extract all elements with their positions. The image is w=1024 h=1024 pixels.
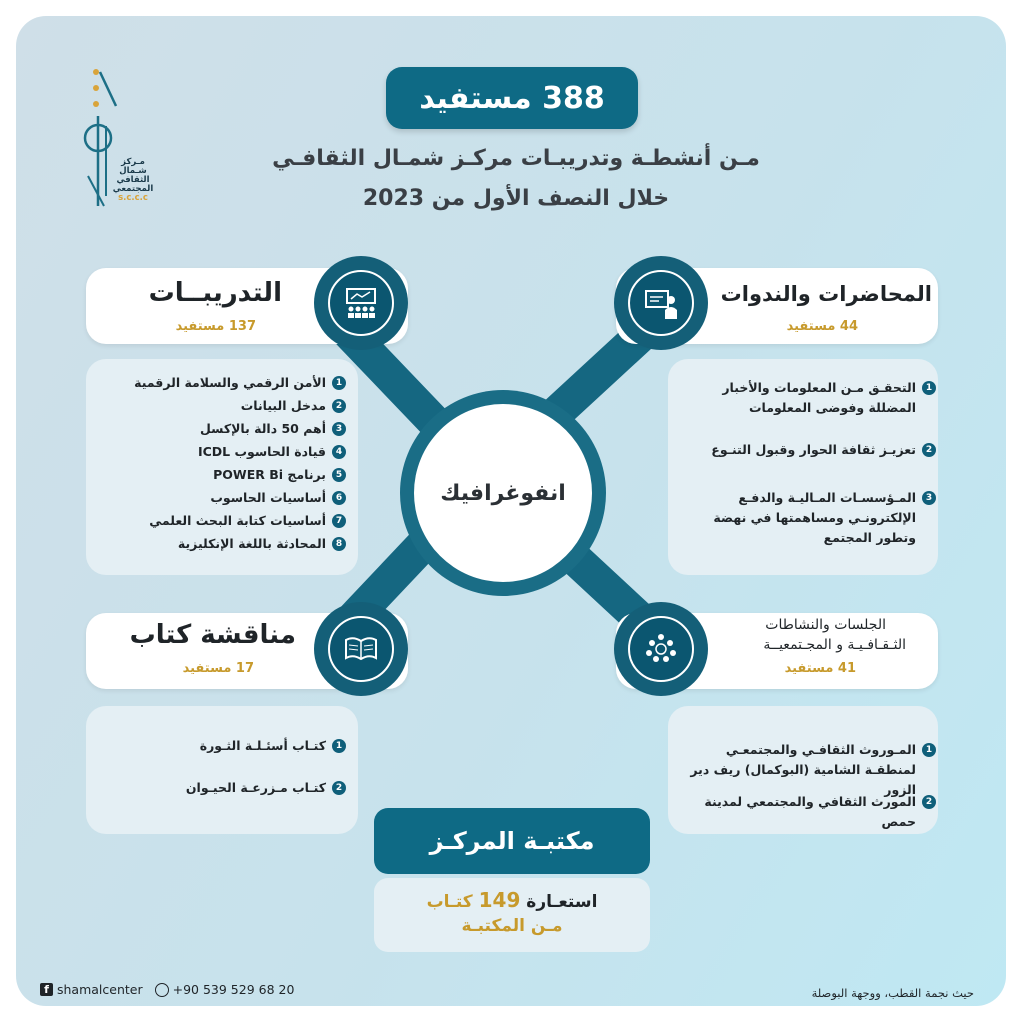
trainings-count: 137 مستفيد <box>175 319 256 334</box>
number-badge: 7 <box>332 514 346 528</box>
list-item <box>686 792 936 832</box>
list-item <box>241 396 346 416</box>
list-item-text: كتـاب مـزرعـة الحيـوان <box>185 780 326 795</box>
books-title: مناقشة كتاب <box>129 620 296 650</box>
list-item <box>686 378 936 418</box>
list-item-text: قيادة الحاسوب ICDL <box>197 444 326 459</box>
books-icon-ring <box>314 602 408 696</box>
people-group-icon <box>643 631 679 667</box>
list-item <box>200 419 346 439</box>
list-item-text: المـوروث الثقافـي والمجتمعـي لمنطقـة الشامية (البوكمال) ريف دير الزور <box>690 742 916 797</box>
number-badge: 8 <box>332 537 346 551</box>
phone-number[interactable]: +90 539 529 68 20 <box>172 982 295 997</box>
center-label: انفوغرافيك <box>440 480 566 506</box>
list-item-text: تعزيـز ثقافة الحوار وقبول التنـوع <box>711 442 916 457</box>
infographic-card <box>16 16 1006 1006</box>
logo-line: s.c.c.c <box>118 193 148 203</box>
number-badge: 1 <box>332 739 346 753</box>
number-badge: 1 <box>922 743 936 757</box>
library-book-count: 149 <box>478 888 521 912</box>
logo-line: الثقافي <box>116 175 150 185</box>
library-stat-line-1 <box>374 888 650 912</box>
subtitle-line-2: خلال النصف الأول من 2023 <box>362 186 670 211</box>
list-item-text: الأمن الرقمي والسلامة الرقمية <box>134 375 326 390</box>
slogan: حيث نجمة القطب، ووجهة البوصلة <box>811 986 974 1000</box>
whatsapp-icon <box>155 983 169 997</box>
books-count: 17 مستفيد <box>182 661 254 676</box>
center-circle <box>414 404 592 582</box>
subtitle-line-1: مـن أنشطـة وتدريبـات مركـز شمـال الثقافـي <box>272 146 760 171</box>
number-badge: 3 <box>922 491 936 505</box>
list-item-text: المورث الثقافي والمجتمعي لمدينة حمص <box>704 794 916 829</box>
sessions-title-line-1: الجلسات والنشاطات <box>765 617 886 633</box>
social-contacts <box>40 982 294 997</box>
training-board-icon <box>343 285 379 321</box>
number-badge: 1 <box>332 376 346 390</box>
list-item <box>178 534 346 554</box>
trainings-title: التدريبــات <box>148 278 282 308</box>
sessions-title-line-2: الثـقـافـيـة و المجـتمعيــة <box>763 637 906 653</box>
list-item-text: أساسيات كتابة البحث العلمي <box>149 513 326 528</box>
list-item <box>134 373 346 393</box>
list-item <box>686 488 936 548</box>
logo-line: شـمال <box>119 166 147 176</box>
list-item <box>686 440 936 460</box>
list-item-text: كتـاب أسئـلـة الثـورة <box>199 738 326 753</box>
library-suffix: كتـاب <box>426 892 473 912</box>
total-beneficiaries: 388 مستفيد <box>419 80 605 116</box>
list-item <box>210 488 346 508</box>
list-item <box>213 465 346 485</box>
list-item-text: برنامج POWER Bi <box>213 467 326 482</box>
trainings-icon-ring <box>314 256 408 350</box>
number-badge: 2 <box>922 443 936 457</box>
list-item <box>200 736 346 756</box>
lectures-icon-ring <box>614 256 708 350</box>
number-badge: 1 <box>922 381 936 395</box>
number-badge: 3 <box>332 422 346 436</box>
number-badge: 4 <box>332 445 346 459</box>
number-badge: 6 <box>332 491 346 505</box>
list-item-text: المـؤسسـات المـاليـة والدفـع الإلكترونـي ومساهمتها في نهضة وتطور المجتمع <box>713 490 916 545</box>
lectures-title: المحاضرات والندوات <box>720 282 932 306</box>
list-item-text: أساسيات الحاسوب <box>210 490 326 505</box>
number-badge: 2 <box>332 399 346 413</box>
list-item-text: المحادثة باللغة الإنكليزية <box>177 536 326 551</box>
total-beneficiaries-pill <box>386 67 638 129</box>
list-item <box>186 778 346 798</box>
library-stats-box <box>374 878 650 952</box>
center-logo <box>78 66 158 216</box>
list-item <box>686 740 936 800</box>
open-book-icon <box>343 631 379 667</box>
lecturer-icon <box>643 285 679 321</box>
list-item-text: أهم 50 دالة بالإكسل <box>199 421 326 436</box>
library-stat-line-2: مـن المكتبـة <box>461 916 563 936</box>
number-badge: 2 <box>922 795 936 809</box>
library-title: مكتبـة المركـز <box>429 827 595 855</box>
list-item <box>198 442 346 462</box>
facebook-handle[interactable]: shamalcenter <box>57 982 143 997</box>
sessions-icon-ring <box>614 602 708 696</box>
library-prefix: استعـارة <box>526 892 598 912</box>
number-badge: 2 <box>332 781 346 795</box>
list-item <box>149 511 346 531</box>
sessions-count: 41 مستفيد <box>784 661 856 676</box>
books-list <box>86 706 358 834</box>
lectures-count: 44 مستفيد <box>786 319 858 334</box>
logo-name <box>108 158 158 203</box>
list-item-text: مدخل البيانات <box>240 398 326 413</box>
library-title-pill <box>374 808 650 874</box>
logo-line: المجتمعي <box>112 184 154 194</box>
logo-line: مـركز <box>121 157 145 167</box>
facebook-icon: f <box>40 983 53 996</box>
number-badge: 5 <box>332 468 346 482</box>
list-item-text: التحقـق مـن المعلومات والأخبار المضللة وفوضى المعلومات <box>722 380 916 415</box>
